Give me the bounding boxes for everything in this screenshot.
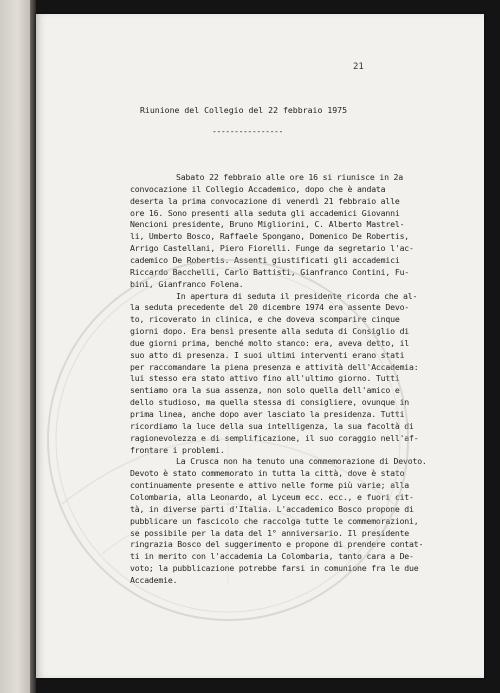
text-line: se possibile per la data del 1° anniversario. Il presidente [130, 527, 410, 538]
text-line: Arrigo Castellani, Piero Fiorelli. Funge da segretario l'ac- [130, 243, 414, 254]
text-line: giorni dopo. Era bensì presente alla seduta di Consiglio di [130, 326, 410, 337]
text-line: deserta la prima convocazione di venerdì 21 febbraio alle [130, 195, 400, 206]
text-line: Nencioni presidente, Bruno Migliorini, C. Alberto Mastrel- [130, 219, 405, 230]
page-number: 21 [353, 62, 364, 72]
text-line: to, ricoverato in clinica, e che doveva scomparire cinque [130, 314, 400, 325]
text-line: ringrazia Bosco del suggerimento e propone di prendere contat- [130, 539, 424, 550]
text-line: sentiamo ora la sua assenza, non solo quella dell'amico e [130, 385, 400, 396]
text-line: Riccardo Bacchelli, Carlo Battisti, Gianfranco Contini, Fu- [130, 266, 410, 277]
text-line: ragionevolezza e di semplificazione, il suo coraggio nell'af- [130, 432, 419, 443]
page-title: Riunione del Collegio del 22 febbraio 1975 [140, 105, 348, 115]
text-line: continuamente presente e attivo nelle forme più varie; alla [130, 480, 410, 491]
text-line: Colombaria, alla Leonardo, al Lyceum ecc. ecc., e fuori cit- [130, 491, 414, 502]
text-line: La Crusca non ha tenuto una commemorazione di Devoto. [176, 456, 427, 467]
text-line: convocazione il Collegio Accademico, dopo che è andata [130, 183, 386, 194]
text-line: la seduta precedente del 20 dicembre 1974 era assente Devo- [130, 302, 410, 313]
text-line: bini, Gianfranco Folena. [130, 278, 244, 289]
text-line: ti in merito con l'accademia La Colombaria, tanto cara a De- [130, 551, 414, 562]
text-line: tà, in diverse parti d'Italia. L'accademico Bosco propone di [130, 503, 414, 514]
text-line: ore 16. Sono presenti alla seduta gli accademici Giovanni [130, 207, 400, 218]
text-line: In apertura di seduta il presidente ricorda che al- [176, 290, 418, 301]
text-line: due giorni prima, benché molto stanco: era, aveva detto, il [130, 337, 410, 348]
text-line: prima linea, anche dopo aver lasciato la presidenza. Tutti [130, 409, 405, 419]
previous-page-edge [0, 0, 32, 693]
text-line: ricordiamo la luce della sua intelligenza, la sua facoltà di [130, 420, 414, 431]
text-line: frontare i problemi. [130, 444, 225, 455]
text-line: cademico De Robertis. Assenti giustificati gli accademici [130, 254, 400, 265]
text-line: per raccomandare la piena presenza e attività dell'Accademia: [130, 361, 419, 372]
text-line: Devoto è stato commemorato in tutta la città, dove è stato [130, 468, 405, 479]
text-line: pubblicare un fascicolo che raccolga tutte le commemorazioni, [130, 515, 419, 526]
text-line: li, Umberto Bosco, Raffaele Spongano, Domenico De Robertis, [130, 231, 410, 242]
title-separator: ---------------- [212, 126, 283, 136]
text-line: lui stesso era stato attivo fino all'ultimo giorno. Tutti [130, 373, 400, 384]
text-line: dello studioso, ma quella stessa di consigliere, ovunque in [130, 397, 410, 408]
text-line: Accademie. [130, 574, 178, 585]
text-line: Sabato 22 febbraio alle ore 16 si riunisce in 2a [176, 172, 404, 182]
text-line: voto; la pubblicazione potrebbe farsi in comunione fra le due [130, 563, 419, 574]
text-line: suo atto di presenza. I suoi ultimi interventi erano stati [130, 349, 405, 360]
